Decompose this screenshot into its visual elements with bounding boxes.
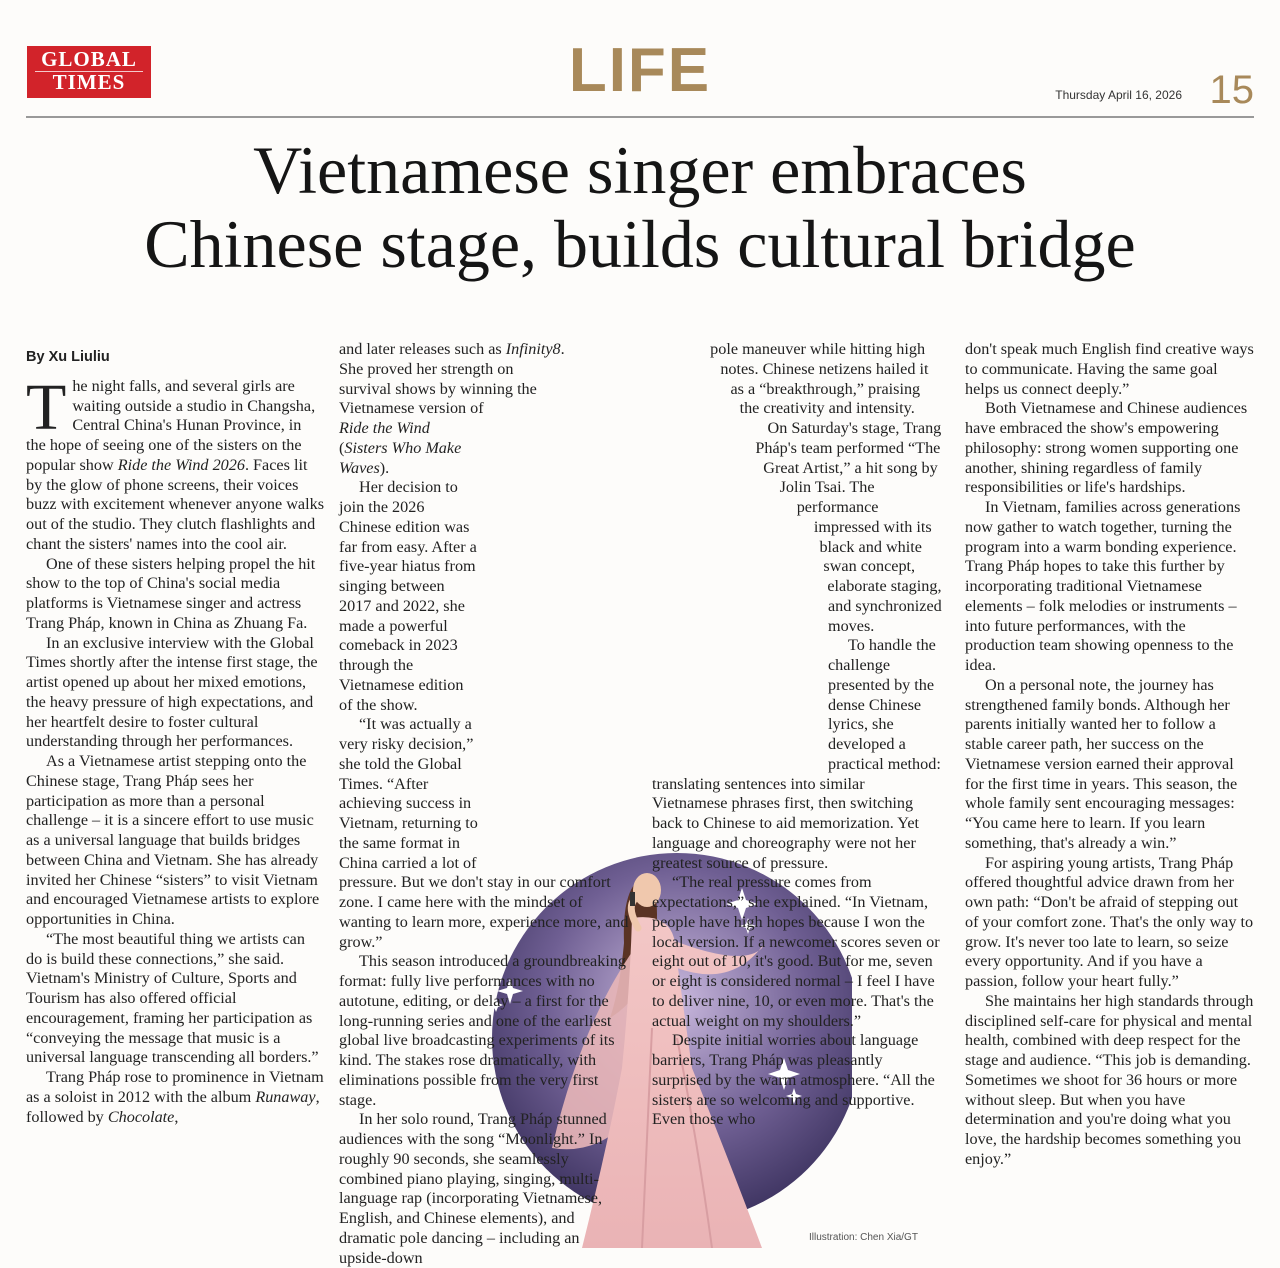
text-run: and later releases such as [339,340,506,358]
text-run: . Faces lit by the glow of phone screens, their voices buzz with excitement whenever anyone walks out of the studio. They clutch flashlights and chant the sisters' names into the cool air. [26,455,325,553]
text-run: ). [379,458,390,477]
illustration-credit: Illustration: Chen Xia/GT [809,1232,918,1243]
paragraph: “The real pressure comes from expectations,” she explained. “In Vietnam, people have high hopes because I won the local version. If a newcomer scores seven or eight out of 10, it's good. But for me, seven or eight is considered normal – I feel I have to deliver nine, 10, or even more. That's the actual weight on my shoulders.” [652,873,940,1030]
article-column-2 [339,340,629,1268]
section-title: LIFE [568,36,712,105]
paragraph: As a Vietnamese artist stepping onto the Chinese stage, Trang Pháp sees her participation as more than a personal challenge – it is a sincere effort to use music as a universal language that builds bridges between China and Vietnam. She has already invited her Chinese “sisters” to visit Vietnam and encouraged Vietnamese artists to explore opportunities in China. [26,752,320,928]
paragraph: She maintains her high standards through disciplined self-care for physical and mental health, combined with deep respect for the stage and audience. “This job is demanding. Sometimes we shoot for 36 hours or more without sleep. But when you have determination and you're doing what you love, the hardship becomes something you enjoy.” [965,991,1254,1168]
masthead-divider [26,116,1254,118]
album-title: Chocolate [107,1107,175,1126]
paragraph: On a personal note, the journey has strengthened family bonds. Although her parents initially wanted her to follow a stable career path, her success on the Vietnamese version earned their approval for the first time in years. This season, the whole family sent encouraging messages: “You came here to learn. If you learn something, that's already a win.” [965,675,1238,852]
paragraph: In her solo round, Trang Pháp stunned audiences with the song “Moonlight.” In roughly 90 seconds, she seamlessly combined piano playing, singing, multi-language rap (incorporating Vietnamese, English, and Chinese elements), and dramatic pole dancing – including an upside-down [339,1110,607,1267]
text-run: , [174,1107,179,1126]
paragraph: On Saturday's stage, Trang Pháp's team performed “The Great Artist,” a hit song by Jolin Tsai. The performance impressed with its black and white swan concept, elaborate staging, and synchronized moves. [755,419,942,635]
paragraph: For aspiring young artists, Trang Pháp offered thoughtful advice drawn from her own path: “Don't be afraid of stepping out of your comfort zone. That's the only way to grow. It's never too late to learn, so seize every opportunity. And if you have a passion, follow your heart fully.” [965,853,1254,990]
text-run: , followed by [26,1087,320,1126]
drop-cap: T [26,370,67,444]
illustration-wrap [479,340,629,870]
headline-line1: Vietnamese singer embraces [253,132,1027,208]
logo-line1: GLOBAL [41,47,137,71]
article-column-1 [26,340,324,1127]
paragraph: One of these sisters helping propel the hit show to the top of China's social media platforms is Vietnamese singer and actress Trang Pháp, known in China as Zhuang Fa. [26,554,316,632]
microphone-icon [630,892,635,906]
paragraph: Both Vietnamese and Chinese audiences have embraced the show's empowering philosophy: strong women supporting one another, shining regardless of family responsibilities or life's hardships. [965,399,1248,497]
page-number: 15 [1209,68,1254,112]
paragraph [26,1068,324,1127]
paragraph: In an exclusive interview with the Global Times shortly after the intense first stage, the artist opened up about her mixed emotions, the heavy pressure of high expectations, and her heartfelt desire to foster cultural understanding through her performances. [26,633,318,751]
issue-date: Thursday April 16, 2026 [1055,88,1182,102]
paragraph: don't speak much English find creative ways to communicate. Having the same goal helps us connect deeply.” [965,340,1254,398]
paragraph: pole maneuver while hitting high notes. Chinese netizens hailed it as a “breakthrough,” praising the creativity and intensity. [710,340,929,418]
paragraph: Her decision to join the 2026 Chinese edition was far from easy. After a five-year hiatus from singing between 2017 and 2022, she made a powerful comeback in 2023 through the Vietnamese edition of the show. [339,478,477,714]
paragraph: This season introduced a groundbreaking format: fully live performances with no autotune, editing, or delay – a first for the long-running series and one of the earliest global live broadcasting experiments of its kind. The stakes rose dramatically, with eliminations possible from the very first stage. [339,952,627,1109]
article-column-3 [652,340,942,1240]
byline: By Xu Liuliu [26,349,110,365]
article-column-4 [965,340,1255,1170]
headline-line2: Chinese stage, builds cultural bridge [144,206,1136,282]
paragraph [26,370,325,555]
headline [0,133,1280,281]
logo-line2: TIMES [52,70,126,94]
paragraph: “It was actually a very risky decision,” she told the Global Times. “After achieving success in Vietnam, returning to the same format in China carried a lot of pressure. But we don't stay in our comfort zone. I came here with the mindset of wanting to learn more, experience more, and grow.” [339,715,629,951]
show-title: Sisters Who Make Waves [339,438,462,477]
text-run: he night falls, and several girls are waiting outside a studio in Changsha, Central China's Hunan Province, in the hope of seeing one of the sisters on the popular show [26,376,316,474]
paragraph: To handle the challenge presented by the dense Chinese lyrics, she developed a practical method: translating sentences into similar Vietnamese phrases first, then switching back to Chinese to aid memorization. Yet language and choreography were not her greatest source of pressure. [652,636,941,872]
text-run: ( [339,438,345,457]
album-title: Runaway [255,1087,316,1106]
show-title: Ride the Wind 2026 [117,455,245,474]
paragraph: Despite initial worries about language barriers, Trang Pháp was pleasantly surprised by the warm atmosphere. “All the sisters are so welcoming and supportive. Even those who [652,1031,935,1129]
show-title: Ride the Wind [339,419,430,437]
text-run: Trang Pháp rose to prominence in Vietnam as a soloist in 2012 with the album [26,1068,324,1106]
text-run: . She proved her strength on survival shows by winning the Vietnamese version of [339,340,565,418]
paragraph: “The most beautiful thing we artists can do is build these connections,” she said. Vietnam's Ministry of Culture, Sports and Tourism has also offered official encouragement, framing her participation as “conveying the message that music is a universal language transcending all borders.” [26,929,319,1067]
paragraph: In Vietnam, families across generations now gather to watch together, turning the program into a warm bonding experience. Trang Pháp hopes to take this further by incorporating traditional Vietnamese elements – folk melodies or instruments – into future performances, with the production team showing openness to the idea. [965,498,1241,674]
album-title: Infinity8 [505,340,561,358]
